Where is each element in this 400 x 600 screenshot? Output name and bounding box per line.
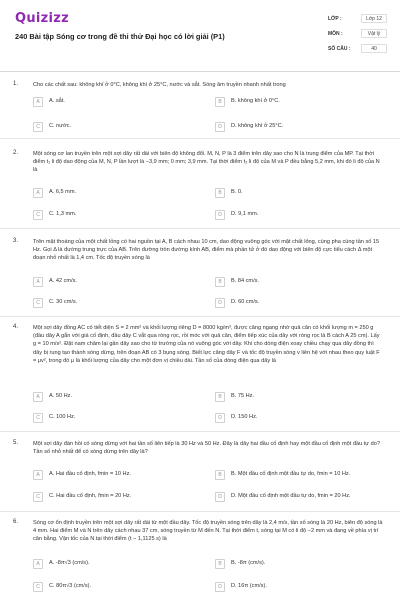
option-text: A. Hai đầu cố định, fmin = 10 Hz. (49, 471, 131, 477)
option-text: A. -8π√3 (cm/s). (49, 560, 90, 566)
option-text: C. 1,3 mm. (49, 211, 77, 217)
option-d[interactable] (215, 582, 365, 595)
option-text: D. 9,1 mm. (231, 211, 259, 217)
option-letter: B (215, 392, 225, 402)
option-b[interactable] (215, 277, 365, 290)
question-divider (0, 316, 400, 317)
option-text: A. sắt. (49, 98, 65, 104)
option-letter: A (33, 392, 43, 402)
option-text: B. 84 cm/s. (231, 278, 259, 284)
meta-grade (328, 16, 382, 22)
option-b[interactable] (215, 97, 365, 110)
option-letter: D (215, 298, 225, 308)
option-letter: B (215, 470, 225, 480)
header (0, 0, 400, 62)
option-a[interactable] (33, 188, 183, 201)
option-letter: B (215, 188, 225, 198)
option-letter: D (215, 413, 225, 423)
option-letter: B (215, 97, 225, 107)
option-d[interactable] (215, 492, 365, 505)
option-letter: C (33, 582, 43, 592)
meta-count-label: SỐ CÂU : (328, 46, 351, 52)
option-letter: D (215, 582, 225, 592)
header-divider (0, 71, 400, 72)
option-text: A. 42 cm/s. (49, 278, 77, 284)
option-text: C. 80π√3 (cm/s). (49, 583, 92, 589)
option-letter: B (215, 559, 225, 569)
question-number: 6. (13, 519, 19, 525)
option-letter: A (33, 97, 43, 107)
option-letter: C (33, 122, 43, 132)
option-letter: C (33, 210, 43, 220)
option-letter: C (33, 298, 43, 308)
meta-subject-value: Vật lý (361, 29, 387, 38)
option-b[interactable] (215, 392, 365, 405)
option-c[interactable] (33, 582, 183, 595)
option-text: A. 50 Hz. (49, 393, 73, 399)
question-divider (0, 511, 400, 512)
option-d[interactable] (215, 298, 365, 311)
option-letter: C (33, 413, 43, 423)
option-b[interactable] (215, 188, 365, 201)
meta-subject (328, 31, 381, 37)
option-a[interactable] (33, 277, 183, 290)
option-letter: A (33, 188, 43, 198)
option-text: B. 75 Hz. (231, 393, 255, 399)
question-number: 1. (13, 81, 19, 87)
option-letter: D (215, 210, 225, 220)
option-letter: D (215, 492, 225, 502)
quizizz-logo: Quizizz (15, 11, 70, 26)
option-b[interactable] (215, 559, 365, 572)
meta-subject-label: MÔN : (328, 31, 343, 37)
meta-grade-value: Lớp 12 (361, 14, 387, 23)
option-d[interactable] (215, 122, 365, 135)
option-a[interactable] (33, 97, 183, 110)
option-c[interactable] (33, 122, 183, 135)
option-letter: C (33, 492, 43, 502)
option-d[interactable] (215, 210, 365, 223)
meta-count-value: 40 (361, 44, 387, 53)
meta-grade-label: LỚP : (328, 16, 342, 22)
option-text: B. Một đầu cố định một đầu tự do, fmin = 10 Hz. (231, 471, 351, 477)
option-c[interactable] (33, 492, 183, 505)
option-text: B. không khí ở 0°C. (231, 98, 280, 104)
option-text: C. Hai đầu cố định, fmin = 20 Hz. (49, 493, 132, 499)
option-c[interactable] (33, 413, 183, 426)
question-text: Một sóng cơ lan truyền trên một sợi dây rất dài với biên độ không đổi. M, N, P là 3 điểm trên dây sao cho N là trung điểm của MP. Tại thời điểm t₁ li độ dao động của M, N, P lần lượt là −3,9 mm; 0 mm; 3,9 mm. Tại thời điểm t₂ li độ của M và P đều bằng 5,2 mm, khi đó li độ của N là (33, 151, 380, 174)
option-c[interactable] (33, 298, 183, 311)
question-text: Sóng cơ ổn định truyền trên một sợi dây rất dài từ một đầu dây. Tốc độ truyền sóng trên dây là 2,4 m/s, tần số sóng là 20 Hz, biên độ sóng là 4 mm. Hai điểm M và N trên dây cách nhau 37 cm, sóng truyền từ M đến N. Tại thời điểm t, sóng tại M có li độ −2 mm và đang về phía vị trí cân bằng. Vận tốc của N tại thời điểm (t − 1,1125 s) là (33, 520, 383, 543)
option-b[interactable] (215, 470, 365, 483)
option-c[interactable] (33, 210, 183, 223)
question-text: Trên mặt thoáng của một chất lỏng có hai nguồn tại A, B cách nhau 10 cm, dao động vuông góc với mặt chất lỏng, cùng pha cùng tần số 15 Hz. Gọi Δ là đường trung trực của AB. Trên đường tròn đường kính AB, điểm mà phần tử ở đó dao động với biên độ cực tiểu cách Δ một đoạn nhỏ nhất là 1,4 cm. Tốc độ truyền sóng là (33, 239, 380, 262)
option-a[interactable] (33, 392, 183, 405)
option-a[interactable] (33, 470, 183, 483)
option-text: D. 16π (cm/s). (231, 583, 267, 589)
question-number: 2. (13, 150, 19, 156)
option-letter: A (33, 277, 43, 287)
question-number: 4. (13, 324, 19, 330)
option-letter: B (215, 277, 225, 287)
option-a[interactable] (33, 559, 183, 572)
question-text: Một sợi dây đàn hồi có sóng dừng với hai tần số liên tiếp là 30 Hz và 50 Hz. Đây là dây hai đầu cố định hay một đầu cố định một đầu tự do? Tần số nhỏ nhất để có sóng dừng trên dây là? (33, 441, 380, 456)
question-divider (0, 138, 400, 139)
option-text: D. 150 Hz. (231, 414, 258, 420)
option-letter: A (33, 559, 43, 569)
option-letter: D (215, 122, 225, 132)
question-divider (0, 228, 400, 229)
option-text: D. Một đầu cố định một đầu tự do, fmin = 20 Hz. (231, 493, 351, 499)
option-text: C. nước. (49, 123, 72, 129)
question-text: Cho các chất sau: không khí ở 0°C, không khí ở 25°C, nước và sắt. Sóng âm truyền nhanh nhất trong (33, 82, 286, 88)
option-text: C. 30 cm/s. (49, 299, 78, 305)
question-number: 3. (13, 238, 19, 244)
option-text: C. 100 Hz. (49, 414, 76, 420)
question-divider (0, 431, 400, 432)
document-title: 240 Bài tập Sóng cơ trong đề thi thử Đại học có lời giải (P1) (15, 32, 225, 41)
option-letter: A (33, 470, 43, 480)
option-text: B. 0. (231, 189, 243, 195)
question-text: Một sợi dây đồng AC có tiết diện S = 2 mm² và khối lượng riêng D = 8000 kg/m³, được căng ngang nhờ quả cân có khối lượng m = 250 g (đầu dây A gắn với giá cố định, đầu dây C vắt qua ròng rọc, rồi móc với quả cân, điểm tiếp xúc của dây với ròng rọc là B cách A 25 cm). Lấy g = 10 m/s². Đặt nam châm lại gần dây sao cho từ trường của nó vuông góc với dây. Khi cho dòng điện xoay chiều chạy qua dây đồng thì dây bị rung tạo thành sóng dừng, trên đoạn AB có 3 bụng sóng. Biết lực căng dây F và tốc độ truyền sóng v liên hệ với nhau theo quy luật F = μv², trong đó μ là khối lượng của dây cho một đơn vị chiều dài. Tần số của dòng điện qua dây là (33, 325, 380, 364)
option-d[interactable] (215, 413, 365, 426)
option-text: B. -8π (cm/s). (231, 560, 266, 566)
question-number: 5. (13, 440, 19, 446)
option-text: A. 6,5 mm. (49, 189, 77, 195)
option-text: D. không khí ở 25°C. (231, 123, 284, 129)
option-text: D. 60 cm/s. (231, 299, 260, 305)
meta-count (328, 46, 377, 52)
